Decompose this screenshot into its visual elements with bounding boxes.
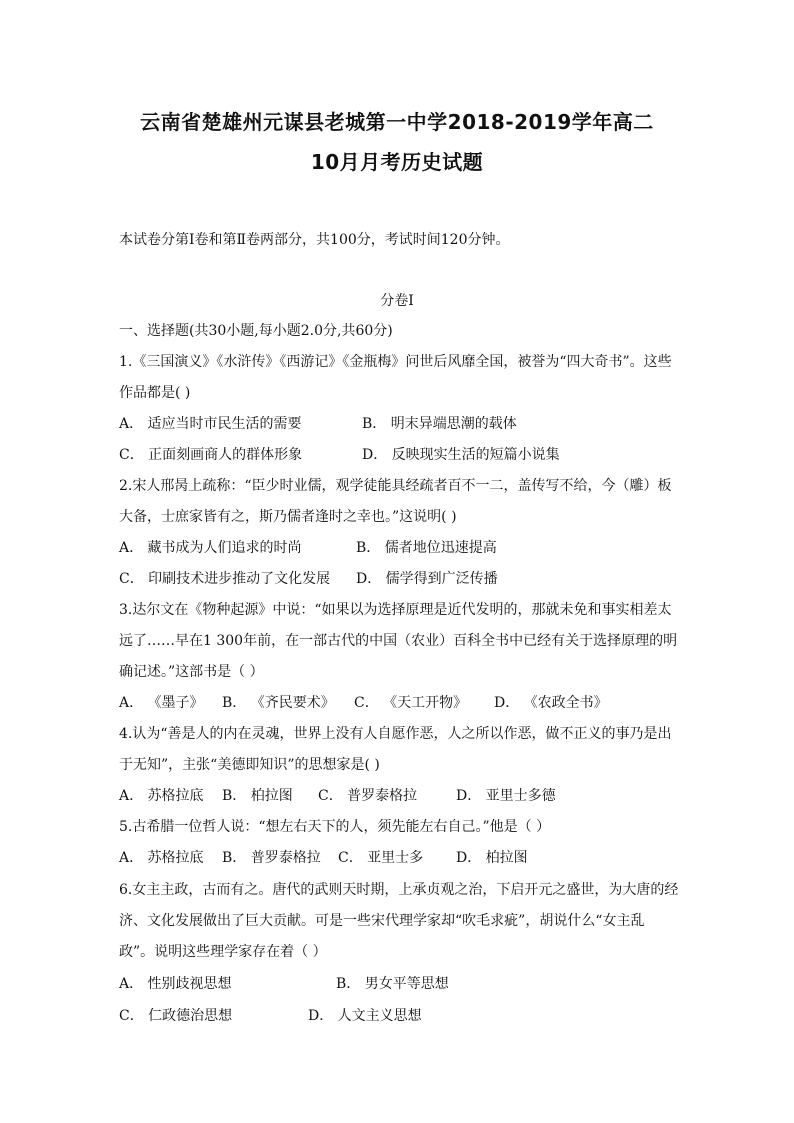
question-text-line: 5.古希腊一位哲人说：“想左右天下的人，须先能左右自己。”他是（ ） [119,819,551,835]
option-d: D． 反映现实生活的短篇小说集 [362,447,560,463]
question-text-line: 3.达尔文在《物种起源》中说：“如果以为选择原理是近代发明的，那就未免和事实相差太 [119,602,672,618]
option-a: A． 《墨子》 [119,695,204,711]
option-row [119,445,679,465]
question-text-line: 4.认为“善是人的内在灵魂，世界上没有人自愿作恶，人之所以作恶，做不正义的事乃是出 [119,726,672,742]
question-text-line: 作品都是( ) [119,385,191,401]
question-text-line: 于无知”，主张“美德即知识”的思想家是( ) [119,757,380,773]
question-text-line: 6.女主主政，古而有之。唐代的武则天时期，上承贞观之治，下启开元之盛世，为大唐的经 [119,882,679,898]
question-text-line: 政”。说明这些理学家存在着（ ） [119,944,327,960]
option-row [119,538,679,558]
option-row [119,569,679,589]
option-a: A． 苏格拉底 [119,788,204,804]
exam-title-line1: 云南省楚雄州元谋县老城第一中学2018-2019学年高二 [140,110,654,134]
option-c: C． 正面刻画商人的群体形象 [119,447,303,463]
section-heading: 一、选择题(共30小题,每小题2.0分,共60分) [119,323,393,339]
question-text-line: 远了……早在1 300年前，在一部古代的中国（农业）百科全书中已经有关于选择原理的明 [119,633,678,649]
part-heading: 分卷I [380,293,414,309]
option-row [119,1006,679,1026]
option-d: D． 人文主义思想 [308,1008,422,1024]
option-row [119,414,679,434]
option-c: C． 印刷技术进步推动了文化发展 [119,571,331,587]
option-c: C． 普罗泰格拉 [318,788,418,804]
option-d: D． 儒学得到广泛传播 [356,571,498,587]
option-row [119,974,679,994]
exam-intro: 本试卷分第Ⅰ卷和第Ⅱ卷两部分，共100分，考试时间120分钟。 [119,232,510,248]
question-text-line: 1.《三国演义》《水浒传》《西游记》《金瓶梅》问世后风靡全国，被誉为“四大奇书”。这些 [119,354,672,370]
option-d: D． 亚里士多德 [456,788,556,804]
option-a: A． 苏格拉底 [119,850,204,866]
option-c: C． 《天工开物》 [354,695,468,711]
option-b: B． 普罗泰格拉 [222,850,321,866]
option-row [119,693,679,713]
question-text-line: 大备，士庶家皆有之，斯乃儒者逢时之幸也。”这说明( ) [119,509,457,525]
option-b: B． 明末异端思潮的载体 [362,416,517,432]
option-c: C． 亚里士多 [338,850,424,866]
exam-title-line2: 10月月考历史试题 [310,150,484,174]
option-d: D． 柏拉图 [456,850,528,866]
option-b: B． 柏拉图 [222,788,293,804]
option-a: A． 藏书成为人们追求的时尚 [119,540,302,556]
option-row [119,786,679,806]
question-text-line: 确记述。”这部书是（ ） [119,664,264,680]
option-row [119,848,679,868]
option-a: A． 性别歧视思想 [119,976,232,992]
question-text-line: 2.宋人邢昺上疏称：“臣少时业儒，观学徒能具经疏者百不一二，盖传写不给，今（雕）板 [119,478,672,494]
option-b: B． 男女平等思想 [336,976,449,992]
option-d: D． 《农政全书》 [494,695,608,711]
option-b: B． 儒者地位迅速提高 [356,540,497,556]
option-a: A． 适应当时市民生活的需要 [119,416,302,432]
question-text-line: 济、文化发展做出了巨大贡献。可是一些宋代理学家却“吹毛求疵”，胡说什么“女主乱 [119,913,645,929]
option-c: C． 仁政德治思想 [119,1008,233,1024]
option-b: B． 《齐民要术》 [222,695,335,711]
